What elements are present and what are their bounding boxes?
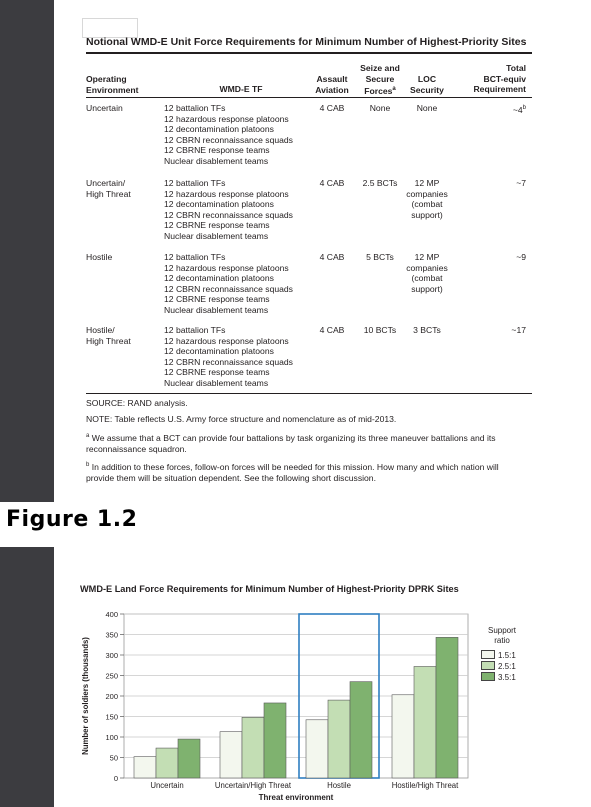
legend-swatch-2-5 [481, 661, 495, 670]
row4-aviation: 4 CAB [319, 325, 345, 335]
bar [392, 695, 414, 778]
row4-seize: 10 BCTs [363, 325, 397, 335]
footnote-b-marker: b [86, 462, 90, 468]
footnote-b-text: In addition to these forces, follow-on forces will be needed for this mission. How many and which nation will provide them will be situation dependent. See the following short discussion. [86, 461, 499, 484]
row1-aviation: 4 CAB [319, 103, 345, 113]
row3-environment: Hostile [86, 252, 113, 262]
table-bottom-rule [86, 393, 532, 394]
y-tick-label: 50 [109, 753, 118, 763]
table-note: NOTE: Table reflects U.S. Army force structure and nomenclature as of mid-2013. [86, 414, 397, 424]
table-source: SOURCE: RAND analysis. [86, 398, 188, 408]
row4-environment: Hostile/ High Threat [86, 325, 131, 346]
table-title: Notional WMD-E Unit Force Requirements for Minimum Number of Highest-Priority Sites [86, 36, 527, 48]
header-assault-aviation: Assault Aviation [315, 74, 349, 95]
header-seize-secure-text: Seize and Secure Forces [360, 63, 400, 96]
footnote-a-marker: a [86, 433, 90, 439]
bar [436, 637, 458, 778]
y-axis-label: Number of soldiers (thousands) [81, 637, 90, 755]
legend-swatch-3-5 [481, 672, 495, 681]
row1-total-text: ~4 [512, 104, 523, 115]
legend-swatch-1-5 [481, 650, 495, 659]
bar [134, 757, 156, 778]
bar [156, 748, 178, 778]
table-header-rule [86, 97, 532, 98]
x-tick-label: Uncertain [150, 781, 184, 790]
row4-loc: 3 BCTs [413, 325, 441, 335]
header-loc-security: LOC Security [410, 74, 444, 95]
legend-item-1-5 [481, 650, 516, 661]
row3-loc: 12 MP companies (combat support) [406, 252, 448, 294]
row2-total: ~7 [516, 178, 526, 188]
legend-label-2-5: 2.5:1 [498, 662, 516, 671]
y-tick-label: 200 [105, 692, 118, 701]
y-tick-label: 0 [113, 774, 118, 783]
x-axis-label: Threat environment [258, 793, 334, 802]
bar [414, 666, 436, 778]
legend-label-3-5: 3.5:1 [498, 673, 516, 682]
page-corner-box [82, 18, 138, 38]
legend-label-1-5: 1.5:1 [498, 651, 516, 660]
header-wmde-tf: WMD-E TF [219, 84, 263, 94]
y-tick-label: 100 [105, 733, 118, 742]
row1-environment: Uncertain [86, 103, 123, 113]
document-left-border-lower [0, 547, 54, 807]
row3-seize: 5 BCTs [366, 252, 394, 262]
row3-total: ~9 [516, 252, 526, 262]
header-seize-secure [356, 63, 404, 96]
header-seize-secure-sup: a [392, 86, 396, 92]
figure-heading: Figure 1.2 [6, 507, 138, 532]
bar [178, 739, 200, 778]
x-tick-label: Hostile [327, 781, 351, 790]
document-left-border [0, 0, 54, 502]
row2-environment: Uncertain/ High Threat [86, 178, 131, 199]
legend-item-3-5 [481, 672, 516, 683]
y-tick-label: 350 [105, 630, 118, 640]
bar [264, 703, 286, 778]
row1-seize: None [369, 103, 391, 113]
table-top-rule [86, 52, 532, 54]
y-tick-label: 150 [105, 712, 118, 722]
footnote-a-text: We assume that a BCT can provide four battalions by task organizing its three maneuver battalions and its reconnaissance squadron. [86, 432, 496, 455]
bar [350, 682, 372, 778]
header-operating-environment: Operating Environment [86, 74, 139, 95]
row2-tf: 12 battalion TFs 12 hazardous response platoons 12 decontamination platoons 12 CBRN reconnaissance squads 12 CBRNE response teams Nuclear disablement teams [164, 178, 293, 241]
row2-seize: 2.5 BCTs [362, 178, 398, 188]
chart-title: WMD-E Land Force Requirements for Minimum Number of Highest-Priority DPRK Sites [80, 584, 459, 594]
bar-chart [70, 600, 540, 807]
x-tick-label: Hostile/High Threat [391, 781, 459, 790]
bar [220, 732, 242, 778]
bar [328, 700, 350, 778]
row1-total [456, 103, 526, 115]
row1-loc: None [416, 103, 438, 113]
x-tick-label: Uncertain/High Threat [214, 781, 292, 790]
row4-total: ~17 [511, 325, 526, 335]
row3-aviation: 4 CAB [319, 252, 345, 262]
row2-loc: 12 MP companies (combat support) [406, 178, 448, 220]
row3-tf: 12 battalion TFs 12 hazardous response platoons 12 decontamination platoons 12 CBRN reconnaissance squads 12 CBRNE response teams Nuclear disablement teams [164, 252, 293, 315]
row1-tf: 12 battalion TFs 12 hazardous response platoons 12 decontamination platoons 12 CBRN reconnaissance squads 12 CBRNE response teams Nuclear disablement teams [164, 103, 293, 166]
footnote-a [86, 431, 526, 456]
y-tick-label: 250 [105, 671, 118, 681]
bar [242, 717, 264, 778]
legend-item-2-5 [481, 661, 516, 672]
row4-tf: 12 battalion TFs 12 hazardous response platoons 12 decontamination platoons 12 CBRN reconnaissance squads 12 CBRNE response teams Nuclear disablement teams [164, 325, 293, 388]
row1-total-sup: b [522, 105, 526, 111]
y-tick-label: 300 [105, 651, 118, 660]
header-total-bct: Total BCT-equiv Requirement [473, 63, 526, 94]
legend-title: Support ratio [487, 626, 517, 645]
y-tick-label: 400 [105, 610, 118, 619]
bar [306, 720, 328, 778]
footnote-b [86, 460, 526, 485]
row2-aviation: 4 CAB [319, 178, 345, 188]
